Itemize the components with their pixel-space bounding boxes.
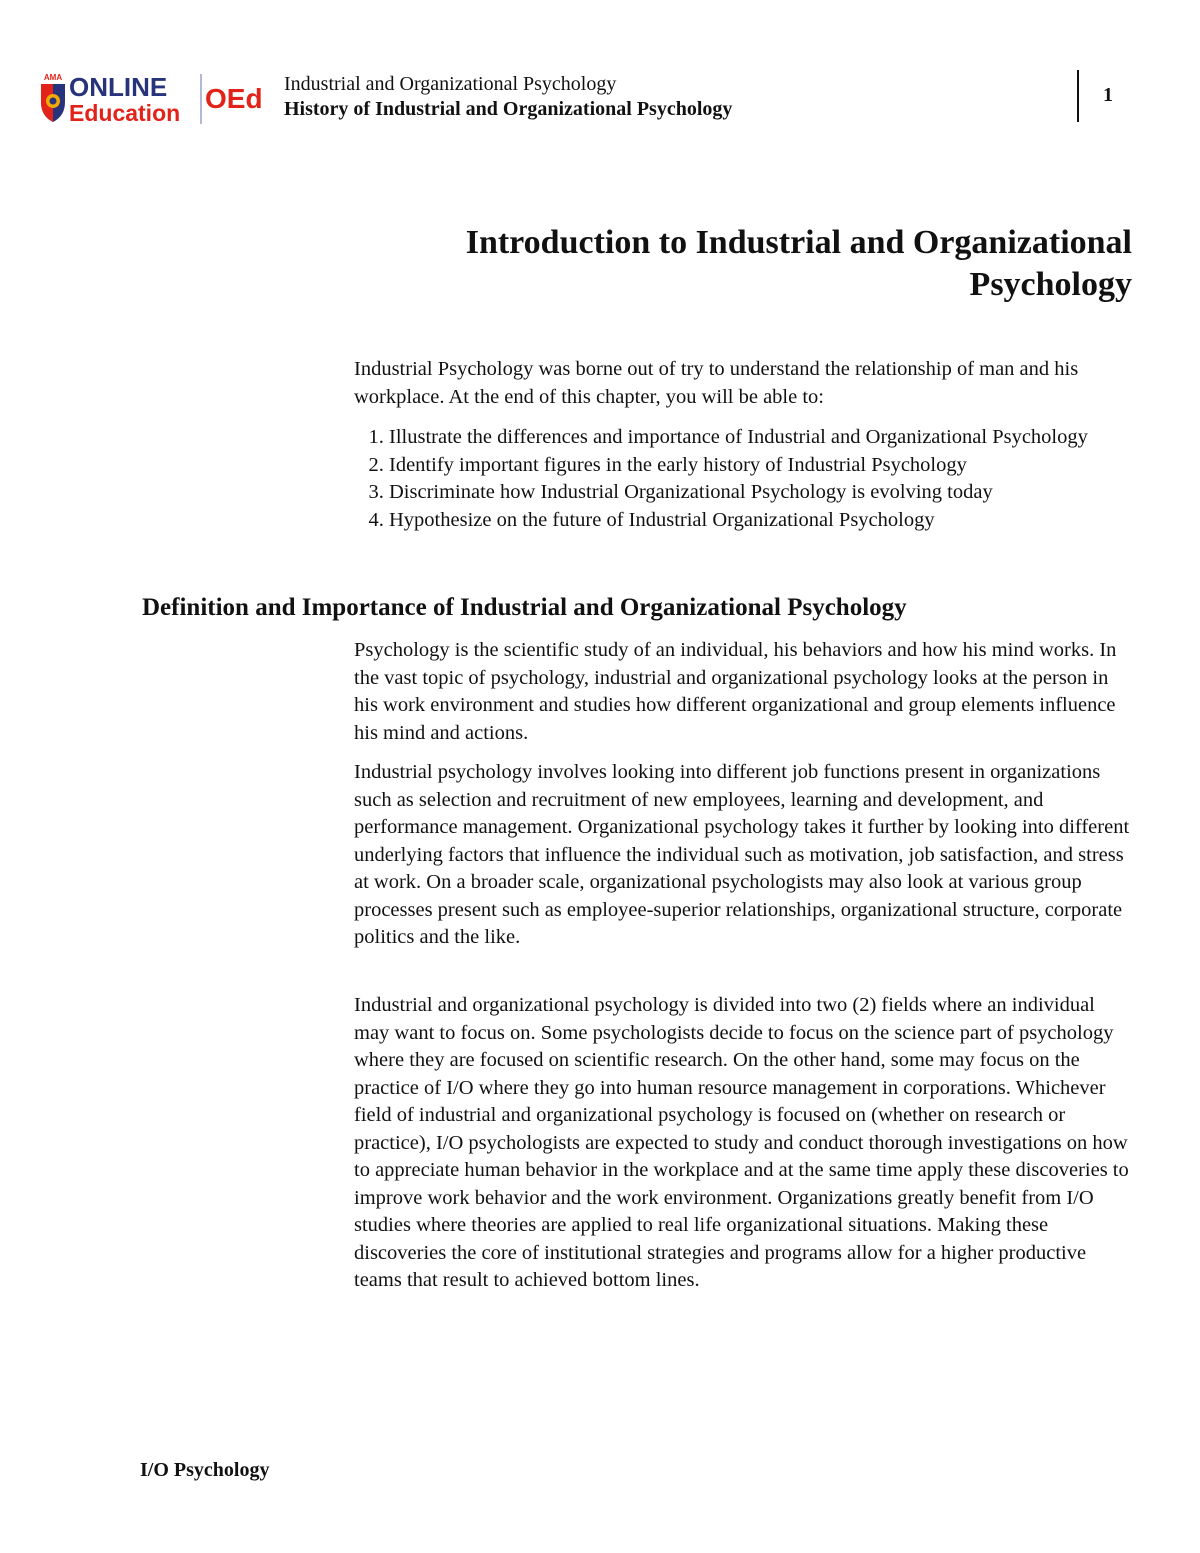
- logo-brand-top: ONLINE: [69, 72, 168, 102]
- body-paragraph: Psychology is the scientific study of an individual, his behaviors and how his mind works. In the vast topic of psychology, industrial and organizational psychology looks at the person in his work environment and studies how different organizational and group elements influence his mind and actions.: [354, 639, 1117, 744]
- objective-item: 2. Identify important figures in the early history of Industrial Psychology: [389, 452, 1134, 480]
- logo-mark: OEd: [205, 83, 263, 114]
- objective-item: 1. Illustrate the differences and importance of Industrial and Organizational Psychology: [389, 424, 1134, 452]
- body-paragraph: Industrial psychology involves looking into different job functions present in organizations such as selection and recruitment of new employees, learning and development, and performance management. Organizational psychology takes it further by looking into different underlying factors that influence the individual such as motivation, job satisfaction, and stress at work. On a broader scale, organizational psychologists may also look at various group processes present such as employee-superior relationships, organizational structure, corporate politics and the like.: [354, 761, 1130, 948]
- online-education-logo: [38, 70, 274, 126]
- logo-brand-bottom: Education: [69, 100, 181, 126]
- objective-item: 3. Discriminate how Industrial Organizational Psychology is evolving today: [389, 479, 1134, 507]
- body-paragraph: Industrial and organizational psychology is divided into two (2) fields where an individual may want to focus on. Some psychologists decide to focus on the science part of psychology where they are focused on scientific research. On the other hand, some may focus on the practice of I/O where they go into human resource management in corporations. Whichever field of industrial and organizational psychology is focused on (whether on research or practice), I/O psychologists are expected to study and conduct thorough investigations on how to appreciate human behavior in the workplace and at the same time apply these discoveries to improve work behavior and the work environment. Organizations greatly benefit from I/O studies where theories are applied to real life organizational situations. Making these discoveries the core of institutional strategies and programs allow for a higher productive teams that result to achieved bottom lines.: [354, 994, 1129, 1291]
- header-course-name: Industrial and Organizational Psychology: [284, 73, 617, 95]
- intro-paragraph: Industrial Psychology was borne out of try to understand the relationship of man and his workplace. At the end of this chapter, you will be able to:: [354, 358, 1079, 408]
- ama-crest-icon: [41, 73, 65, 122]
- page-title: Introduction to Industrial and Organizational Psychology: [465, 224, 1132, 303]
- svg-text:AMA: AMA: [43, 73, 63, 82]
- header-divider: [1077, 70, 1079, 122]
- section-heading: Definition and Importance of Industrial and Organizational Psychology: [142, 594, 907, 621]
- objectives-list: [354, 424, 1134, 534]
- objective-item: 4. Hypothesize on the future of Industrial Organizational Psychology: [389, 507, 1134, 535]
- footer-label: I/O Psychology: [140, 1459, 270, 1481]
- header-topic-name: History of Industrial and Organizational Psychology: [284, 98, 733, 120]
- page-number: 1: [1103, 84, 1113, 106]
